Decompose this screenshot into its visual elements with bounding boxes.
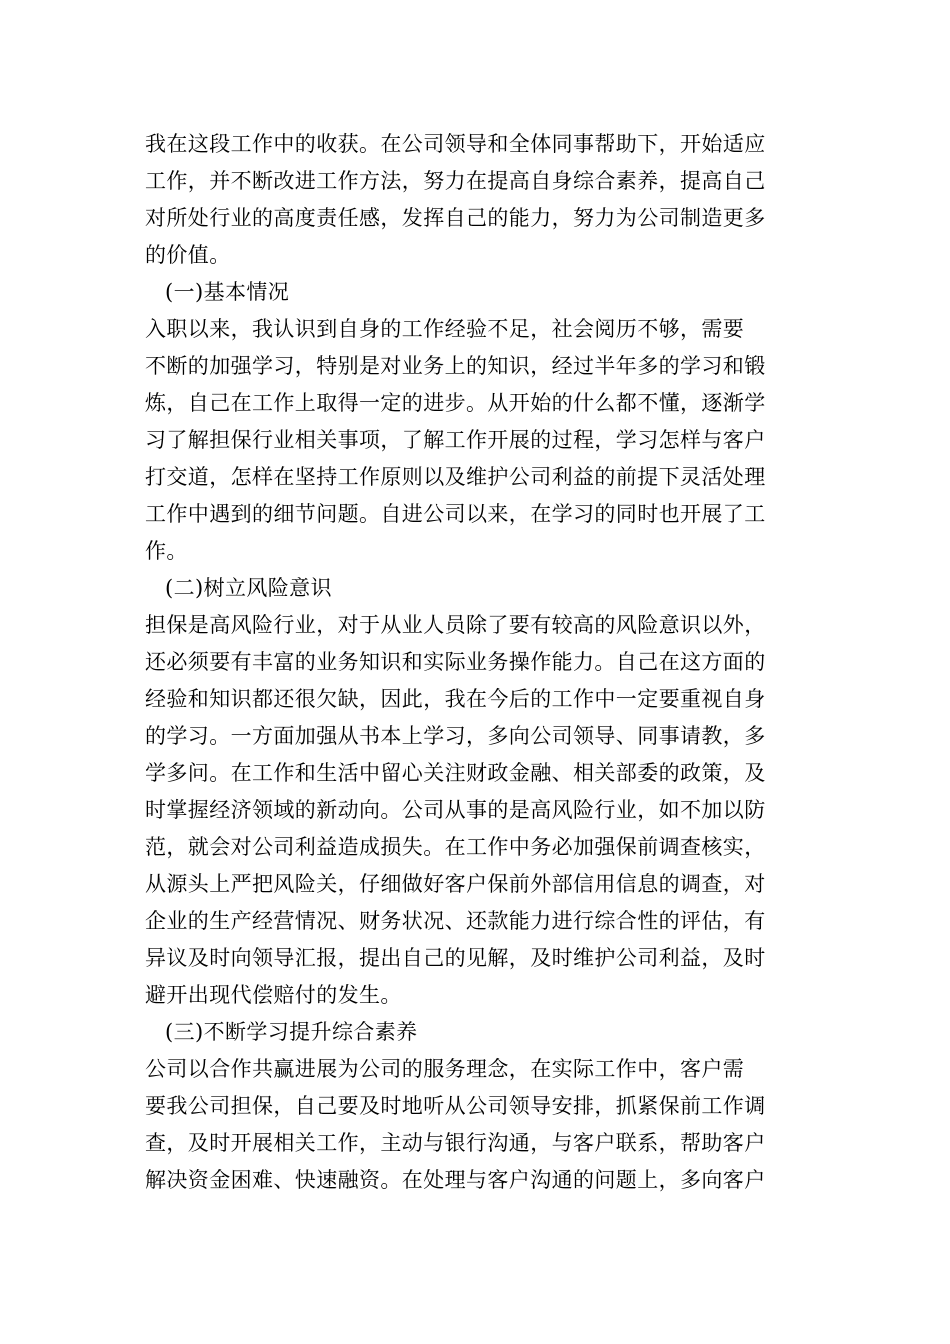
paragraph-line: 企业的生产经营情况、财务状况、还款能力进行综合性的评估，有 (145, 909, 766, 933)
section-heading-continuous-learning: (三)不断学习提升综合素养 (165, 1020, 418, 1044)
paragraph-line: 的学习。一方面加强从书本上学习，多向公司领导、同事请教，多 (145, 724, 766, 748)
paragraph-line: 习了解担保行业相关事项，了解工作开展的过程，学习怎样与客户 (145, 428, 766, 452)
paragraph-line: 查，及时开展相关工作，主动与银行沟通，与客户联系，帮助客户 (145, 1131, 766, 1155)
paragraph-line: 不断的加强学习，特别是对业务上的知识，经过半年多的学习和锻 (145, 354, 766, 378)
paragraph-line: 炼，自己在工作上取得一定的进步。从开始的什么都不懂，逐渐学 (145, 391, 766, 415)
paragraph-line: 要我公司担保，自己要及时地听从公司领导安排，抓紧保前工作调 (145, 1094, 766, 1118)
paragraph-line: 入职以来，我认识到自身的工作经验不足，社会阅历不够，需要 (145, 317, 745, 341)
paragraph-line: 工作中遇到的细节问题。自进公司以来，在学习的同时也开展了工 (145, 502, 766, 526)
paragraph-line: 学多问。在工作和生活中留心关注财政金融、相关部委的政策，及 (145, 761, 766, 785)
paragraph-line: 担保是高风险行业，对于从业人员除了要有较高的风险意识以外， (145, 613, 766, 637)
paragraph-line: 作。 (145, 539, 188, 563)
paragraph-line: 异议及时向领导汇报，提出自己的见解，及时维护公司利益，及时 (145, 946, 766, 970)
paragraph-line: 打交道，怎样在坚持工作原则以及维护公司利益的前提下灵活处理 (145, 465, 766, 489)
paragraph-line: 解决资金困难、快速融资。在处理与客户沟通的问题上，多向客户 (145, 1168, 766, 1192)
paragraph-line: 对所处行业的高度责任感，发挥自己的能力，努力为公司制造更多 (145, 206, 766, 230)
paragraph-line: 我在这段工作中的收获。在公司领导和全体同事帮助下，开始适应 (145, 132, 766, 156)
section-heading-basic-situation: (一)基本情况 (165, 280, 290, 304)
paragraph-line: 的价值。 (145, 243, 231, 267)
paragraph-line: 从源头上严把风险关，仔细做好客户保前外部信用信息的调查，对 (145, 872, 766, 896)
paragraph-line: 时掌握经济领域的新动向。公司从事的是高风险行业，如不加以防 (145, 798, 766, 822)
paragraph-line: 范，就会对公司利益造成损失。在工作中务必加强保前调查核实， (145, 835, 766, 859)
section-heading-risk-awareness: (二)树立风险意识 (165, 576, 332, 600)
paragraph-line: 工作，并不断改进工作方法，努力在提高自身综合素养，提高自己 (145, 169, 766, 193)
paragraph-line: 经验和知识都还很欠缺，因此，我在今后的工作中一定要重视自身 (145, 687, 766, 711)
paragraph-line: 避开出现代偿赔付的发生。 (145, 983, 402, 1007)
paragraph-line: 还必须要有丰富的业务知识和实际业务操作能力。自己在这方面的 (145, 650, 766, 674)
paragraph-line: 公司以合作共赢进展为公司的服务理念，在实际工作中，客户需 (145, 1057, 745, 1081)
